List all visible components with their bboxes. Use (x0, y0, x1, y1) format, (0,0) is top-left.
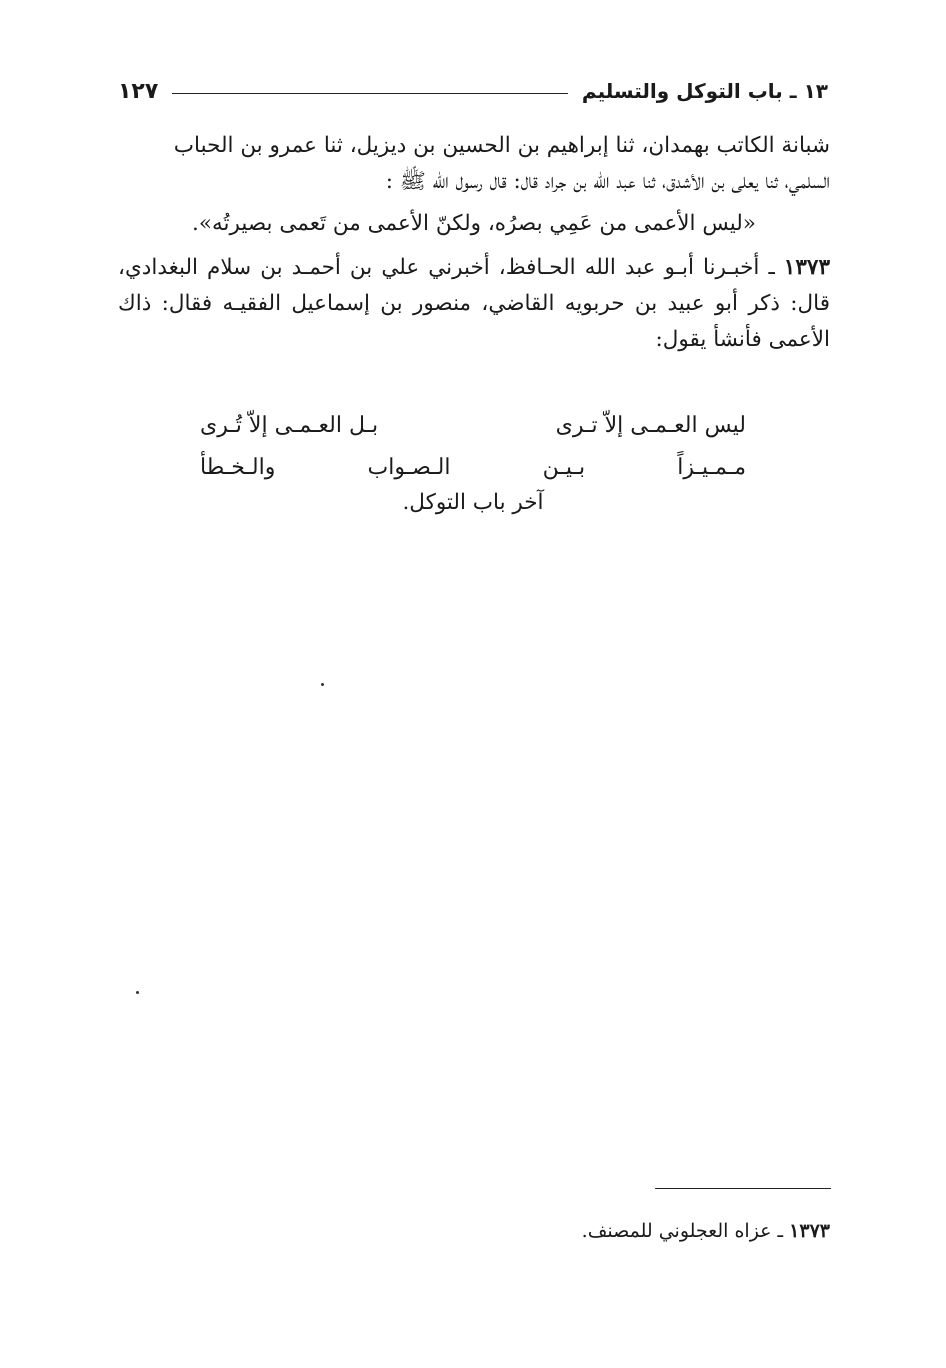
verse-word: بـيـن (542, 454, 586, 480)
running-header (118, 76, 828, 106)
verse-hemistich-left: بـل العـمـى إلاّ تُـرى (200, 412, 379, 438)
entry-paragraph (118, 250, 830, 358)
verse-word: مـمـيـزاً (677, 454, 746, 480)
text-line: السلمي، ثنا يعلى بن الأشدق، ثنا عبد الله بن جراد قال: قال رسول الله ﷺ : (385, 169, 830, 194)
page-number: ١٢٧ (118, 78, 159, 104)
verse-word: الـصـواب (367, 454, 451, 480)
body-text (118, 128, 830, 358)
chapter-closing: آخر باب التوكل. (402, 490, 544, 515)
footnote (380, 1220, 830, 1242)
verse-word: والـخـطأ (200, 454, 276, 480)
verse-line (200, 404, 746, 446)
verse-line (200, 446, 746, 488)
footnote-rule (655, 1188, 831, 1189)
verse-hemistich-right: ليس العـمـى إلاّ تـرى (555, 412, 746, 438)
poem-verse (200, 404, 746, 488)
entry-text: ـ أخبـرنا أبـو عبد الله الحـافظ، أخبرني علي بن أحمـد بن سلام البغدادي، قال: ذكر أبو عبيد بن حربويه القاضي، منصور بن إسماعيل الفقيـه فقال: ذاك الأعمى فأنشأ يقول: (118, 255, 830, 352)
footnote-number: ١٣٧٣ (789, 1220, 830, 1242)
hadith-quote: «ليس الأعمى من عَمِي بصرُه، ولكنّ الأعمى من تَعمى بصيرتُه». (192, 211, 756, 236)
text-line: شبانة الكاتب بهمدان، ثنا إبراهيم بن الحسين بن ديزيل، ثنا عمرو بن الحباب (173, 133, 830, 158)
header-rule (172, 93, 568, 94)
entry-number: ١٣٧٣ (783, 255, 830, 280)
chapter-title: ١٣ ـ باب التوكل والتسليم (581, 79, 828, 103)
footnote-text: ـ عزاه العجلوني للمصنف. (581, 1220, 784, 1242)
print-speck (321, 683, 324, 686)
print-speck (136, 991, 139, 994)
